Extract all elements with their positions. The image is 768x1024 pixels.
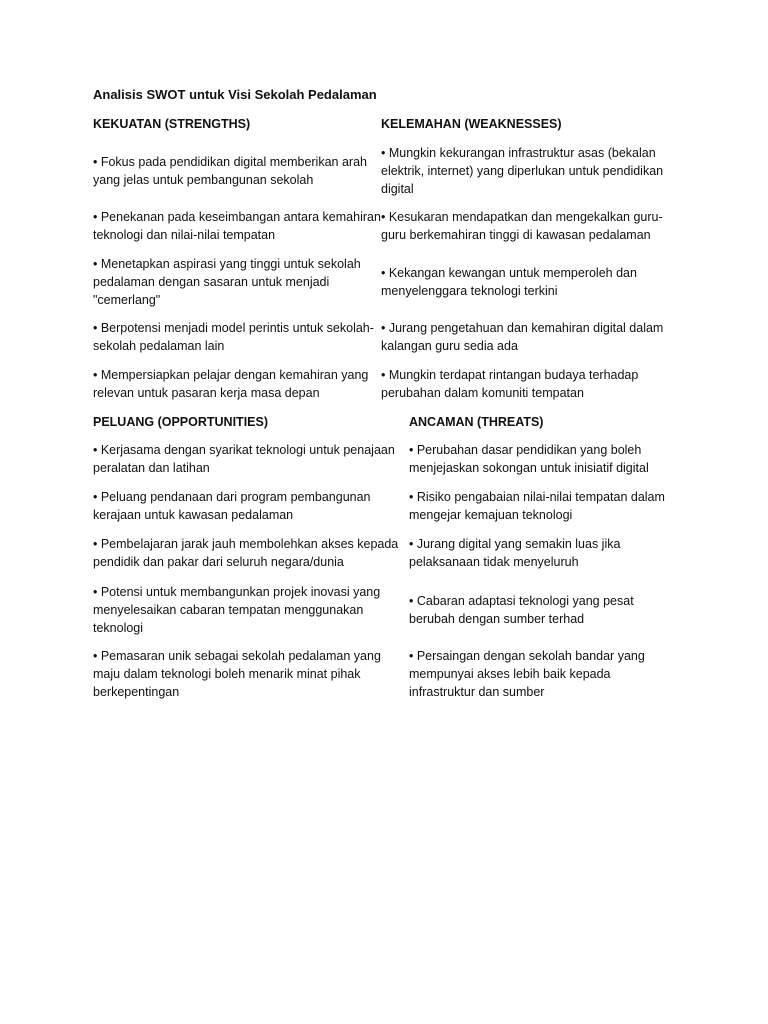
- opportunity-item: • Potensi untuk membangunkan projek inovasi yang menyelesaikan cabaran tempatan menggunakan teknologi: [93, 585, 381, 635]
- strength-item: • Fokus pada pendidikan digital memberikan arah yang jelas untuk pembangunan sekolah: [93, 155, 367, 187]
- document-title: Analisis SWOT untuk Visi Sekolah Pedalaman: [93, 87, 377, 102]
- strength-item: • Mempersiapkan pelajar dengan kemahiran yang relevan untuk pasaran kerja masa depan: [93, 368, 369, 400]
- opportunity-item: • Kerjasama dengan syarikat teknologi untuk penajaan peralatan dan latihan: [93, 443, 395, 475]
- opportunities-heading: PELUANG (OPPORTUNITIES): [93, 415, 269, 429]
- threat-item: • Cabaran adaptasi teknologi yang pesat berubah dengan sumber terhad: [409, 594, 634, 626]
- strengths-heading: KEKUATAN (STRENGTHS): [93, 117, 251, 131]
- opportunity-item: • Pemasaran unik sebagai sekolah pedalaman yang maju dalam teknologi boleh menarik minat pihak berkepentingan: [93, 649, 381, 699]
- weakness-item: • Kekangan kewangan untuk memperoleh dan menyelenggara teknologi terkini: [381, 266, 637, 298]
- threat-item: • Perubahan dasar pendidikan yang boleh menjejaskan sokongan untuk inisiatif digital: [409, 443, 649, 475]
- threat-item: • Risiko pengabaian nilai-nilai tempatan dalam mengejar kemajuan teknologi: [409, 490, 665, 522]
- weakness-item: • Mungkin kekurangan infrastruktur asas (bekalan elektrik, internet) yang diperlukan untuk pendidikan digital: [381, 146, 664, 196]
- threat-item: • Jurang digital yang semakin luas jika pelaksanaan tidak menyeluruh: [409, 537, 621, 569]
- strength-item: • Berpotensi menjadi model perintis untuk sekolah-sekolah pedalaman lain: [93, 321, 374, 353]
- strength-item: • Penekanan pada keseimbangan antara kemahiran teknologi dan nilai-nilai tempatan: [93, 210, 381, 242]
- weakness-item: • Mungkin terdapat rintangan budaya terhadap perubahan dalam komuniti tempatan: [381, 368, 639, 400]
- opportunity-item: • Peluang pendanaan dari program pembangunan kerajaan untuk kawasan pedalaman: [93, 490, 371, 522]
- weaknesses-heading: KELEMAHAN (WEAKNESSES): [381, 117, 562, 131]
- weakness-item: • Kesukaran mendapatkan dan mengekalkan guru-guru berkemahiran tinggi di kawasan pedalaman: [381, 210, 663, 242]
- opportunity-item: • Pembelajaran jarak jauh membolehkan akses kepada pendidik dan pakar dari seluruh negara/dunia: [93, 537, 399, 569]
- threats-heading: ANCAMAN (THREATS): [409, 415, 544, 429]
- threat-item: • Persaingan dengan sekolah bandar yang mempunyai akses lebih baik kepada infrastruktur dan sumber: [409, 649, 645, 699]
- weakness-item: • Jurang pengetahuan dan kemahiran digital dalam kalangan guru sedia ada: [381, 321, 664, 353]
- strength-item: • Menetapkan aspirasi yang tinggi untuk sekolah pedalaman dengan sasaran untuk menjadi "cemerlang": [93, 257, 361, 307]
